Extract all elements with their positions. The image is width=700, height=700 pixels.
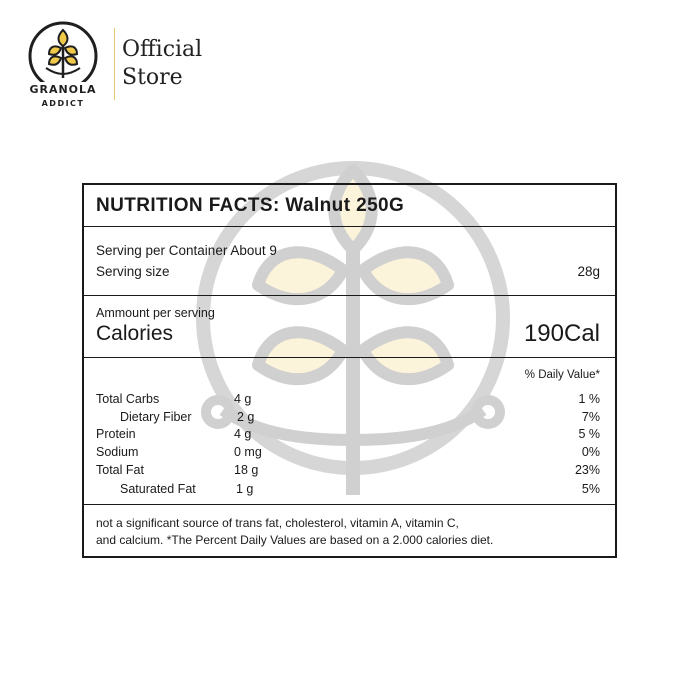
nutrient-name: Sodium [96, 445, 139, 459]
nutrient-row [96, 427, 600, 445]
nutrient-row [96, 463, 600, 481]
nutrient-daily-value: 23% [574, 463, 600, 477]
header-divider [114, 28, 115, 100]
nutrients-section [84, 358, 615, 505]
nutrient-daily-value: 5 % [578, 427, 600, 441]
nutrient-row [96, 392, 600, 410]
daily-value-header: % Daily Value* [524, 369, 600, 381]
servings-per-container: Serving per Container About 9 [96, 243, 277, 258]
nutrient-name: Protein [96, 427, 136, 441]
footnote-line2: and calcium. *The Percent Daily Values are based on a 2.000 calories diet. [96, 533, 494, 547]
nutrient-amount: 4 g [234, 392, 252, 406]
nutrient-row [96, 482, 600, 500]
granola-addict-logo [22, 18, 104, 110]
nutrient-daily-value: 5% [581, 482, 600, 496]
logo-text-bottom: ADDICT [41, 99, 85, 108]
nutrient-amount: 18 g [234, 463, 259, 477]
footnote-line1: not a significant source of trans fat, cholesterol, vitamin A, vitamin C, [96, 516, 459, 530]
nutrient-daily-value: 1 % [578, 392, 600, 406]
tagline-line2: Store [122, 65, 183, 90]
nutrient-daily-value: 7% [581, 410, 600, 424]
nutrient-row [96, 445, 600, 463]
serving-section [84, 227, 615, 296]
logo-text-top: GRANOLA [29, 83, 97, 96]
nutrient-name: Total Carbs [96, 392, 160, 406]
nutrient-name: Total Fat [96, 463, 144, 477]
serving-size-value: 28g [577, 264, 600, 279]
nutrient-name: Saturated Fat [120, 482, 196, 496]
product-name: Walnut 250G [285, 195, 405, 216]
store-tagline [122, 36, 202, 92]
calories-value: 190Cal [523, 320, 600, 347]
serving-size-label: Serving size [96, 264, 170, 279]
nutrition-facts-panel [82, 183, 617, 558]
nutrient-amount: 4 g [234, 427, 252, 441]
footnote-section [84, 505, 615, 558]
nutrient-daily-value: 0% [581, 445, 600, 459]
calories-section [84, 296, 615, 358]
nutrient-amount: 2 g [237, 410, 255, 424]
wheat-icon [46, 30, 80, 78]
nutrient-row [96, 410, 600, 428]
nutrition-title-section [84, 185, 615, 227]
tagline-line1: Official [122, 37, 203, 62]
footnote [96, 515, 606, 549]
nutrient-amount: 0 mg [234, 445, 262, 459]
nutrition-title-label: NUTRITION FACTS: [96, 195, 280, 216]
amount-per-serving: Ammount per serving [96, 306, 215, 320]
nutrient-name: Dietary Fiber [120, 410, 192, 424]
nutrition-title [96, 195, 404, 217]
nutrient-amount: 1 g [236, 482, 254, 496]
calories-label: Calories [96, 322, 174, 345]
